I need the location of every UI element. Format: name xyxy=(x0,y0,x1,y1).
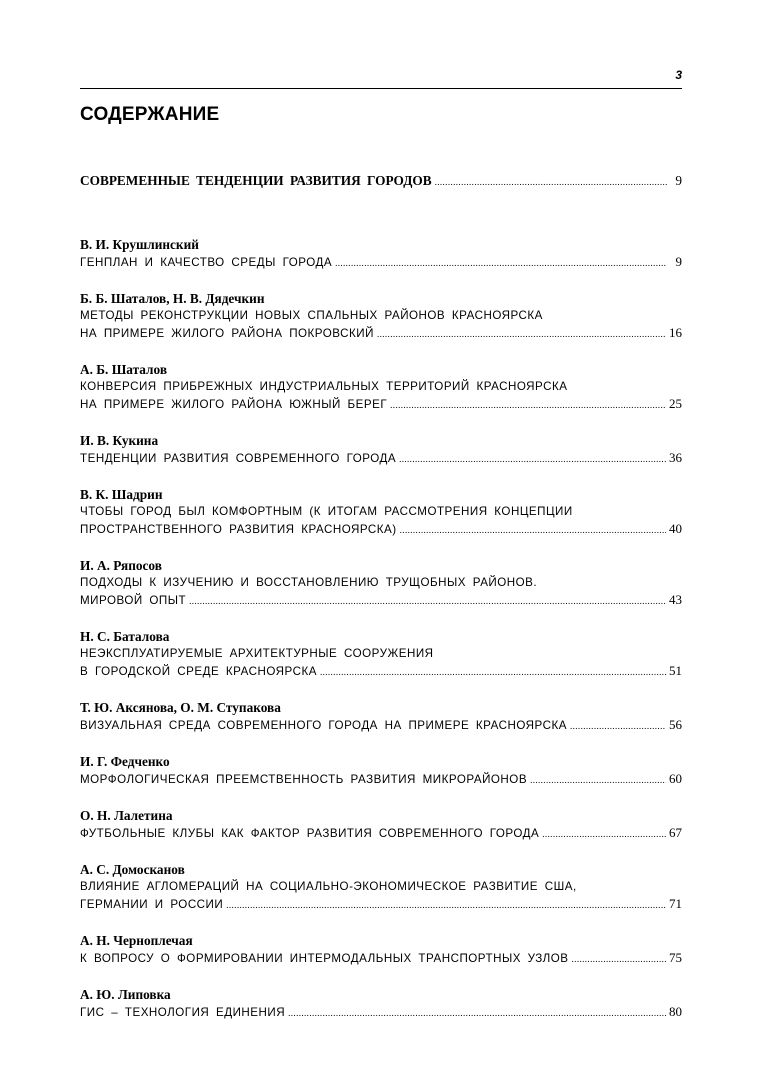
entry-author: Н. С. Баталова xyxy=(80,629,170,644)
entry-page-number: 16 xyxy=(669,325,682,340)
entry-author: Т. Ю. Аксянова, О. М. Ступакова xyxy=(80,700,281,715)
toc-entry[interactable] xyxy=(80,557,682,608)
entry-title-line: МЕТОДЫ РЕКОНСТРУКЦИИ НОВЫХ СПАЛЬНЫХ РАЙОНОВ КРАСНОЯРСКА xyxy=(80,309,543,322)
toc-entry[interactable] xyxy=(80,807,682,841)
section-page-number: 9 xyxy=(675,173,682,188)
entry-title-text: МИРОВОЙ ОПЫТ xyxy=(80,594,187,607)
entry-page-number: 43 xyxy=(669,592,682,607)
section-title: СОВРЕМЕННЫЕ ТЕНДЕНЦИИ РАЗВИТИЯ ГОРОДОВ xyxy=(80,173,432,188)
entry-author: А. С. Домосканов xyxy=(80,862,185,877)
toc-entry[interactable] xyxy=(80,628,682,679)
entry-author: И. Г. Федченко xyxy=(80,754,170,769)
toc-entry[interactable] xyxy=(80,699,682,733)
toc-entry[interactable] xyxy=(80,486,682,537)
entry-page-number: 25 xyxy=(669,396,682,411)
toc-entry[interactable] xyxy=(80,361,682,412)
toc-entry[interactable] xyxy=(80,753,682,787)
entry-title-line xyxy=(80,520,682,537)
entry-title-text: ПРОСТРАНСТВЕННОГО РАЗВИТИЯ КРАСНОЯРСКА) xyxy=(80,523,397,536)
entry-page-number: 51 xyxy=(669,663,682,678)
entry-page-number: 40 xyxy=(669,521,682,536)
dot-leader xyxy=(320,664,666,681)
entry-title-line: ЧТОБЫ ГОРОД БЫЛ КОМФОРТНЫМ (К ИТОГАМ РАССМОТРЕНИЯ КОНЦЕПЦИИ xyxy=(80,505,573,518)
entry-title-line xyxy=(80,662,682,679)
dot-leader xyxy=(288,1005,666,1022)
entry-author: Б. Б. Шаталов, Н. В. Дядечкин xyxy=(80,291,265,306)
entry-author: В. И. Крушлинский xyxy=(80,237,199,252)
dot-leader xyxy=(530,772,666,789)
toc-entry[interactable] xyxy=(80,236,682,270)
entry-author: О. Н. Лалетина xyxy=(80,808,173,823)
entry-title-line: КОНВЕРСИЯ ПРИБРЕЖНЫХ ИНДУСТРИАЛЬНЫХ ТЕРРИТОРИЙ КРАСНОЯРСКА xyxy=(80,380,568,393)
entry-page-number: 36 xyxy=(669,450,682,465)
entry-page-number: 80 xyxy=(669,1004,682,1019)
entry-title-line xyxy=(80,770,682,787)
entry-title-line xyxy=(80,716,682,733)
entry-author: И. А. Ряпосов xyxy=(80,558,162,573)
entry-author: А. Б. Шаталов xyxy=(80,362,168,377)
entry-author: А. Н. Черноплечая xyxy=(80,933,193,948)
dot-leader xyxy=(189,593,666,610)
entry-title-text: ГИС – ТЕХНОЛОГИЯ ЕДИНЕНИЯ xyxy=(80,1006,286,1019)
entry-title-text: ГЕНПЛАН И КАЧЕСТВО СРЕДЫ ГОРОДА xyxy=(80,256,333,269)
entry-title-line: НЕЭКСПЛУАТИРУЕМЫЕ АРХИТЕКТУРНЫЕ СООРУЖЕНИЯ xyxy=(80,647,434,660)
entry-page-number: 56 xyxy=(669,717,682,732)
dot-leader xyxy=(399,451,666,468)
toc-entry[interactable] xyxy=(80,932,682,966)
dot-leader xyxy=(400,522,666,539)
entry-title-text: МОРФОЛОГИЧЕСКАЯ ПРЕЕМСТВЕННОСТЬ РАЗВИТИЯ МИКРОРАЙОНОВ xyxy=(80,773,528,786)
entry-title-text: К ВОПРОСУ О ФОРМИРОВАНИИ ИНТЕРМОДАЛЬНЫХ ТРАНСПОРТНЫХ УЗЛОВ xyxy=(80,952,569,965)
entry-title-line xyxy=(80,824,682,841)
entry-title-line xyxy=(80,591,682,608)
toc-entries-list xyxy=(80,236,682,1040)
toc-entry[interactable] xyxy=(80,290,682,341)
entry-title-text: ГЕРМАНИИ И РОССИИ xyxy=(80,898,224,911)
dot-leader xyxy=(335,255,667,272)
entry-title-text: ТЕНДЕНЦИИ РАЗВИТИЯ СОВРЕМЕННОГО ГОРОДА xyxy=(80,452,397,465)
entry-page-number: 71 xyxy=(669,896,682,911)
entry-author: В. К. Шадрин xyxy=(80,487,163,502)
dot-leader xyxy=(226,897,666,914)
entry-title-line xyxy=(80,949,682,966)
header-rule xyxy=(80,88,682,89)
entry-title-text: В ГОРОДСКОЙ СРЕДЕ КРАСНОЯРСКА xyxy=(80,665,317,678)
dot-leader xyxy=(542,826,666,843)
entry-title-line xyxy=(80,253,682,270)
entry-page-number: 67 xyxy=(669,825,682,840)
entry-title-line xyxy=(80,395,682,412)
entry-title-text: ФУТБОЛЬНЫЕ КЛУБЫ КАК ФАКТОР РАЗВИТИЯ СОВРЕМЕННОГО ГОРОДА xyxy=(80,827,540,840)
entry-author: И. В. Кукина xyxy=(80,433,159,448)
dot-leader xyxy=(390,397,666,414)
page-number: 3 xyxy=(675,68,682,82)
toc-entry[interactable] xyxy=(80,861,682,912)
entry-author: А. Ю. Липовка xyxy=(80,987,171,1002)
entry-title-text: ВИЗУАЛЬНАЯ СРЕДА СОВРЕМЕННОГО ГОРОДА НА ПРИМЕРЕ КРАСНОЯРСКА xyxy=(80,719,567,732)
entry-page-number: 60 xyxy=(669,771,682,786)
dot-leader xyxy=(377,326,666,343)
entry-title-text: НА ПРИМЕРЕ ЖИЛОГО РАЙОНА ПОКРОВСКИЙ xyxy=(80,327,374,340)
entry-title-text: НА ПРИМЕРЕ ЖИЛОГО РАЙОНА ЮЖНЫЙ БЕРЕГ xyxy=(80,398,388,411)
dot-leader xyxy=(435,177,667,187)
entry-title-line xyxy=(80,895,682,912)
dot-leader xyxy=(572,951,666,968)
entry-title-line: ПОДХОДЫ К ИЗУЧЕНИЮ И ВОССТАНОВЛЕНИЮ ТРУЩОБНЫХ РАЙОНОВ. xyxy=(80,576,538,589)
toc-entry[interactable] xyxy=(80,986,682,1020)
toc-section-line[interactable] xyxy=(80,173,682,191)
entry-title-line xyxy=(80,1003,682,1020)
toc-entry[interactable] xyxy=(80,432,682,466)
entry-page-number: 9 xyxy=(675,254,682,269)
entry-title-line: ВЛИЯНИЕ АГЛОМЕРАЦИЙ НА СОЦИАЛЬНО-ЭКОНОМИЧЕСКОЕ РАЗВИТИЕ США, xyxy=(80,880,577,893)
entry-title-line xyxy=(80,324,682,341)
dot-leader xyxy=(570,718,666,735)
page-title: СОДЕРЖАНИЕ xyxy=(80,104,220,125)
entry-title-line xyxy=(80,449,682,466)
entry-page-number: 75 xyxy=(669,950,682,965)
